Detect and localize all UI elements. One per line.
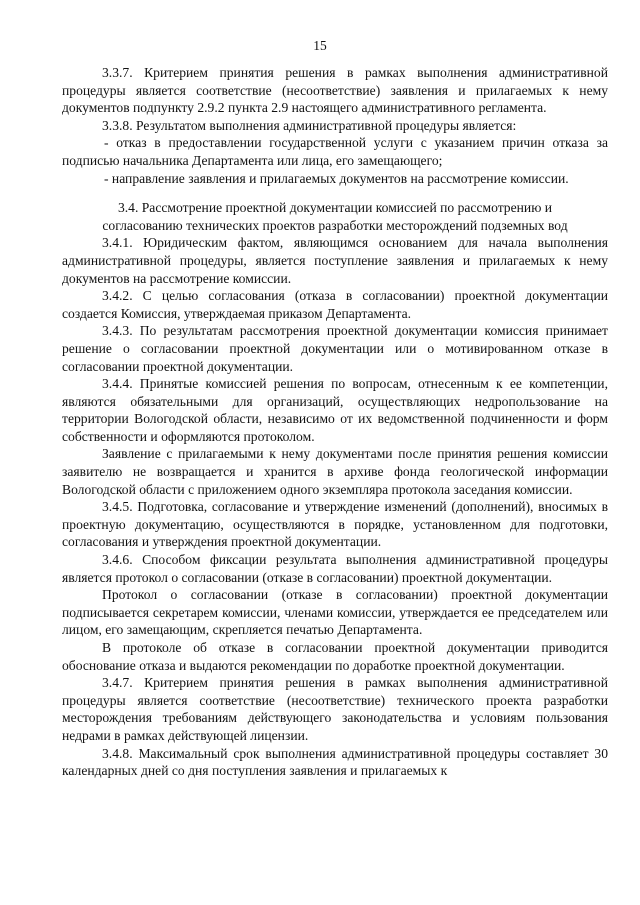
paragraph-3-3-8: 3.3.8. Результатом выполнения административной процедуры является: <box>102 117 517 133</box>
page-number: 15 <box>313 38 327 53</box>
paragraph-3-3-7: 3.3.7. Критерием принятия решения в рамках выполнения административной процедуры является соответствие (несоответствие) заявления и прилагаемых к нему документов подпункту 2.9.2 пункта 2.9 настоящего административного регламента. <box>62 65 608 116</box>
section-heading-line-2: согласованию технических проектов разработки месторождений подземных вод <box>102 217 568 233</box>
paragraph-3-4-4: 3.4.4. Принятые комиссией решения по вопросам, отнесенным к ее компетенции, являются обязательными для организаций, осуществляющих недропользование на территории Вологодской области, независимо от их ведомственной подчиненности и форм собственности и оформляются протоколом. <box>62 376 608 444</box>
document-body <box>62 64 608 780</box>
section-heading-line-1: 3.4. Рассмотрение проектной документации комиссией по рассмотрению и <box>117 200 553 216</box>
paragraph-refusal-protocol: В протоколе об отказе в согласовании проектной документации приводится обоснование отказа и выдаются рекомендации по доработке проектной документации. <box>62 640 608 673</box>
paragraph-3-4-8: 3.4.8. Максимальный срок выполнения административной процедуры составляет 30 календарных дней со дня поступления заявления и прилагаемых к <box>62 745 608 779</box>
section-heading-3-4 <box>62 199 608 234</box>
paragraph-3-4-2: 3.4.2. С целью согласования (отказа в согласовании) проектной документации создается Комиссия, утверждаемая приказом Департамента. <box>62 288 608 321</box>
paragraph-3-4-3: 3.4.3. По результатам рассмотрения проектной документации комиссия принимает решение о согласовании проектной документации или о мотивированном отказе в согласовании проектной документации. <box>62 323 608 374</box>
paragraph-application-archive: Заявление с прилагаемыми к нему документами после принятия решения комиссии заявителю не возвращается и хранится в архиве фонда геологической информации Вологодской области с приложением одного экземпляра протокола заседания комиссии. <box>62 446 608 497</box>
list-item-forwarding: - направление заявления и прилагаемых документов на рассмотрение комиссии. <box>104 170 569 186</box>
paragraph-3-4-6: 3.4.6. Способом фиксации результата выполнения административной процедуры является протокол о согласовании (отказе в согласовании) проектной документации. <box>62 552 608 585</box>
paragraph-3-4-7: 3.4.7. Критерием принятия решения в рамках выполнения административной процедуры является соответствие (несоответствие) технического проекта разработки месторождения требованиям действующего законодательства и условиям пользования недрами в рамках действующей лицензии. <box>62 675 608 743</box>
paragraph-3-4-1: 3.4.1. Юридическим фактом, являющимся основанием для начала выполнения административной процедуры, является поступление заявления и прилагаемых к нему документов на рассмотрение комиссии. <box>62 235 608 286</box>
paragraph-protocol-signing: Протокол о согласовании (отказе в согласовании) проектной документации подписывается секретарем комиссии, членами комиссии, утверждается ее председателем или лицом, его замещающим, скрепляется печатью Департамента. <box>62 587 608 638</box>
list-item-refusal: - отказ в предоставлении государственной услуги с указанием причин отказа за подписью начальника Департамента или лица, его замещающего; <box>62 135 608 168</box>
paragraph-3-4-5: 3.4.5. Подготовка, согласование и утверждение изменений (дополнений), вносимых в проектную документацию, осуществляются в порядке, установленном для подготовки, согласования и утверждения проектной документации. <box>62 499 608 550</box>
